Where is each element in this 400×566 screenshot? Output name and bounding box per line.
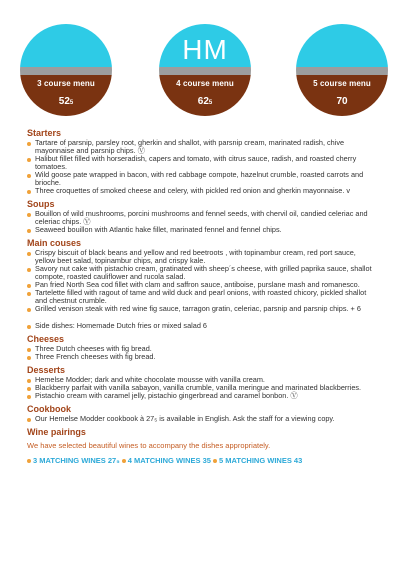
list-item: Side dishes: Homemade Dutch fries or mixed salad 6 xyxy=(27,322,377,330)
menu-3-course-circle[interactable] xyxy=(20,24,112,116)
menu-price: 625 xyxy=(197,96,213,107)
section-title-cookbook: Cookbook xyxy=(27,404,71,414)
menu-price: 525 xyxy=(58,96,74,107)
list-item: Savory nut cake with pistachio cream, gratinated with sheep´s cheese, with grilled paprika sauce, shallot compote, roasted cauliflower and rucola salad. xyxy=(27,265,377,281)
list-item: Bouillon of wild mushrooms, porcini mushrooms and fennel seeds, with chervil oil, candied celeriac and celeriac chips. Ⓥ xyxy=(27,210,377,226)
list-item: Three French cheeses with fig bread. xyxy=(27,353,377,361)
list-item: Grilled venison steak with red wine fig sauce, tarragon gratin, celeriac, parsnip and parsnip chips. + 6 xyxy=(27,305,377,313)
list-item: Three croquettes of smoked cheese and celery, with pickled red onion and gherkin mayonnaise. v xyxy=(27,187,377,195)
bullet-icon xyxy=(27,459,31,463)
wine-option: 4 MATCHING WINES 35 xyxy=(127,456,211,465)
soups-list xyxy=(27,210,377,234)
menu-label: 3 course menu xyxy=(37,79,95,88)
list-item: Our Hemelse Modder cookbook à 27₅ is available in English. Ask the staff for a viewing copy. xyxy=(27,415,377,423)
list-item: Tartare of parsnip, parsley root, gherkin and shallot, with parsnip cream, marinated radish, chive mayonnaise and parsnip chips. Ⓥ xyxy=(27,139,377,155)
main-list xyxy=(27,249,377,313)
section-title-soups: Soups xyxy=(27,199,55,209)
list-item: Pistachio cream with caramel jelly, pistachio gingerbread and caramel bonbon. Ⓥ xyxy=(27,392,377,400)
section-title-desserts: Desserts xyxy=(27,365,66,375)
wine-options xyxy=(27,456,377,465)
list-item: Tartelette filled with ragout of tame and wild duck and pearl onions, with roasted chicory, pickled shallot and chestnut crumble. xyxy=(27,289,377,305)
wine-option: 3 MATCHING WINES 27₅ xyxy=(33,456,120,465)
list-item: Halibut fillet filled with horseradish, capers and tomato, with citrus sauce, radish, and roasted cherry tomatoes. xyxy=(27,155,377,171)
menu-5-course-circle[interactable] xyxy=(296,24,388,116)
menu-label: 4 course menu xyxy=(176,79,234,88)
list-item: Wild goose pate wrapped in bacon, with red cabbage compote, hazelnut crumble, roasted carrots and brioche. xyxy=(27,171,377,187)
cookbook-list xyxy=(27,415,377,423)
menu-price: 70 xyxy=(336,96,348,107)
wine-description: We have selected beautiful wines to accompany the dishes appropriately. xyxy=(27,441,271,450)
list-item: Pan fried North Sea cod fillet with clam and saffron sauce, antiboise, purslane mash and romanesco. xyxy=(27,281,377,289)
list-item: Seaweed bouillon with Atlantic hake fillet, marinated fennel and fennel chips. xyxy=(27,226,377,234)
list-item: Hemelse Modder; dark and white chocolate mousse with vanilla cream. xyxy=(27,376,377,384)
section-title-main: Main couses xyxy=(27,238,82,248)
side-dishes-list xyxy=(27,322,377,330)
cheeses-list xyxy=(27,345,377,361)
list-item: Crispy biscuit of black beans and yellow and red beetroots , with topinambur cream, red port sauce, yellow beet salad, topinambur chips, and crispy kale. xyxy=(27,249,377,265)
desserts-list xyxy=(27,376,377,400)
menu-options xyxy=(20,24,390,114)
list-item: Three Dutch cheeses with fig bread. xyxy=(27,345,377,353)
starters-list xyxy=(27,139,377,195)
menu-4-course-circle[interactable] xyxy=(159,24,251,116)
bullet-icon xyxy=(213,459,217,463)
wine-option: 5 MATCHING WINES 43 xyxy=(219,456,303,465)
menu-content xyxy=(27,128,377,465)
section-title-cheeses: Cheeses xyxy=(27,334,65,344)
logo: HM xyxy=(182,34,228,65)
menu-label: 5 course menu xyxy=(313,79,371,88)
section-title-wine: Wine pairings xyxy=(27,427,86,437)
list-item: Blackberry parfait with vanilla sabayon, vanilla crumble, vanilla meringue and marinated blackberries. xyxy=(27,384,377,392)
section-title-starters: Starters xyxy=(27,128,62,138)
bullet-icon xyxy=(122,459,126,463)
